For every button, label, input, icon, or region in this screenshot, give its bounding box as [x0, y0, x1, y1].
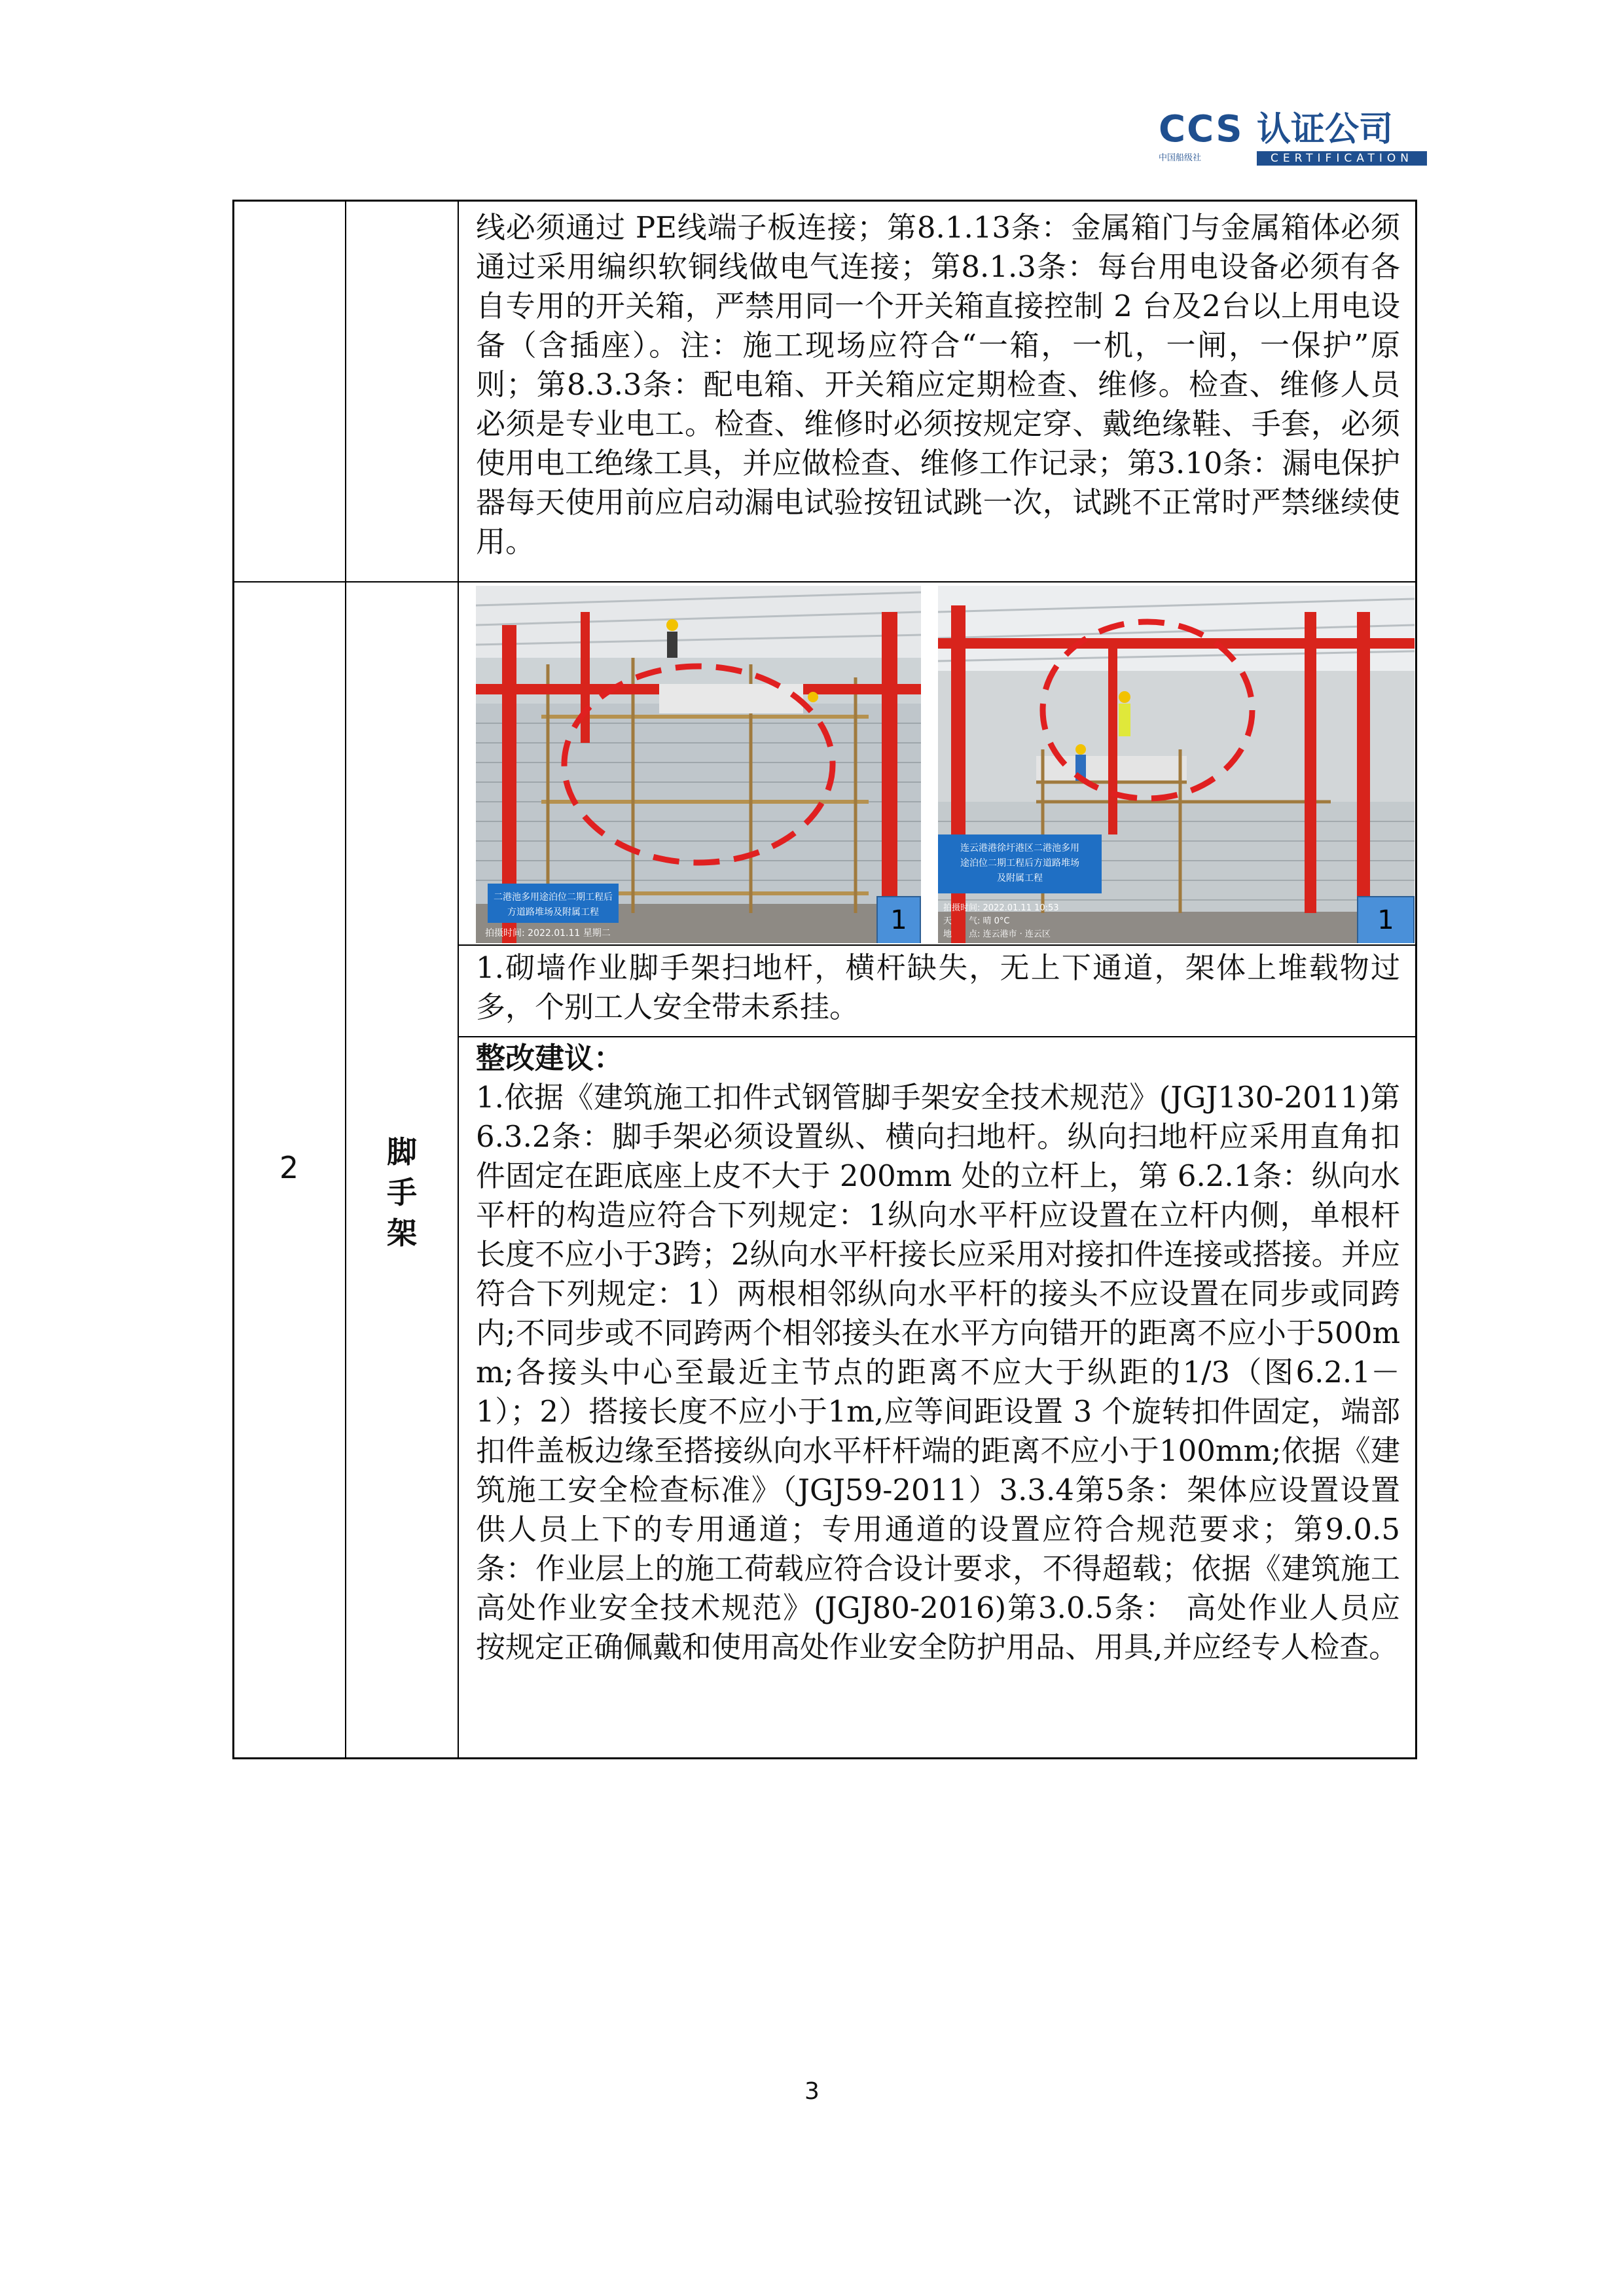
ccs-certification-logo — [1159, 110, 1427, 165]
table-border-right — [1415, 200, 1417, 1759]
row-number: 2 — [279, 1150, 299, 1185]
logo-ccs-text: CCS — [1159, 108, 1244, 151]
table-border-top — [232, 200, 1417, 202]
issue-description: 1.砌墙作业脚手架扫地杆，横杆缺失，无上下通道，架体上堆载物过多，个别工人安全带未系挂。 — [476, 950, 1400, 1024]
inspection-table — [232, 200, 1417, 1759]
subrow-divider-photos — [458, 944, 1417, 946]
row-divider — [232, 581, 1417, 583]
photo2-sign-line2: 途泊位二期工程后方道路堆场 — [960, 858, 1079, 869]
logo-chinese-text: 认证公司 — [1257, 110, 1394, 149]
scaffold-wall-image-2 — [938, 586, 1415, 943]
photo2-issue-badge: 1 — [1357, 896, 1415, 943]
table-border-left — [232, 200, 234, 1759]
photo2-weather: 天 气: 晴 0°C — [943, 916, 1010, 926]
site-photo-1 — [476, 586, 921, 943]
photo2-sign-line3: 及附属工程 — [997, 873, 1043, 884]
row-category: 脚手架 — [387, 1134, 417, 1251]
photo1-issue-badge: 1 — [876, 896, 921, 943]
column-divider-1 — [345, 200, 346, 1759]
site-photo-2 — [938, 586, 1415, 943]
suggestion-text: 1.依据《建筑施工扣件式钢管脚手架安全技术规范》(JGJ130-2011)第6.3.2条：脚手架必须设置纵、横向扫地杆。纵向扫地杆应采用直角扣件固定在距底座上皮不大于 200mm 处的立杆上，第 6.2.1条：纵向水平杆的构造应符合下列规定：1纵向水平杆应设置在立杆内侧，单根杆长度不应小于3跨；2纵向水平杆接长应采用对接扣件连接或搭接。并应符合下列规定：1）两根相邻纵向水平杆的接头不应设置在同步或同跨内;不同步或不同跨两个相邻接头在水平方向错开的距离不应小于500mm;各接头中心至最近主节点的距离不应大于纵距的1/3（图6.2.1－1）；2）搭接长度不应小于1m,应等间距设置 3 个旋转扣件固定，端部扣件盖板边缘至搭接纵向水平杆杆端的距离不应小于100mm;依据《建筑施工安全检查标准》（JGJ59-2011）3.3.4第5条：架体应设置设置供人员上下的专用通道；专用通道的设置应符合规范要求；第9.0.5 条：作业层上的施工荷载应符合设计要求，不得超载；依据《建筑施工高处作业安全技术规范》(JGJ80-2016)第3.0.5条： 高处作业人员应按规定正确佩戴和使用高处作业安全防护用品、用具,并应经专人检查。 — [476, 1080, 1400, 1664]
scaffold-wall-image-1 — [476, 586, 921, 943]
table-border-bottom — [232, 1757, 1417, 1759]
page-number: 3 — [804, 2078, 820, 2105]
photo1-sign-line2: 方道路堆场及附属工程 — [507, 907, 599, 918]
suggestion-title: 整改建议： — [476, 1041, 624, 1075]
photo2-time: 拍摄时间: 2022.01.11 10:53 — [943, 903, 1059, 913]
logo-certification-bar: CERTIFICATION — [1257, 151, 1427, 166]
continued-requirement-text: 线必须通过 PE线端子板连接；第8.1.13条：金属箱门与金属箱体必须通过采用编织软铜线做电气连接；第8.1.3条：每台用电设备必须有各自专用的开关箱，严禁用同一个开关箱直接控制 2 台及2台以上用电设备（含插座）。注：施工现场应符合“一箱，一机，一闸，一保护”原则；第8.3.3条：配电箱、开关箱应定期检查、维修。检查、维修人员必须是专业电工。检查、维修时必须按规定穿、戴绝缘鞋、手套，必须使用电工绝缘工具，并应做检查、维修工作记录；第3.10条：漏电保护器每天使用前应启动漏电试验按钮试跳一次，试跳不正常时严禁继续使用。 — [476, 210, 1400, 559]
photo2-place: 地 点: 连云港市 · 连云区 — [943, 929, 1051, 939]
photo2-sign-line1: 连云港港徐圩港区二港池多用 — [960, 843, 1079, 853]
photo1-timestamp: 拍摄时间: 2022.01.11 星期二 — [485, 928, 611, 939]
photo1-sign-line1: 二港池多用途泊位二期工程后 — [494, 892, 613, 903]
logo-sub-text: 中国船级社 — [1159, 153, 1202, 163]
column-divider-2 — [458, 200, 459, 1759]
subrow-divider-issue — [458, 1036, 1417, 1037]
